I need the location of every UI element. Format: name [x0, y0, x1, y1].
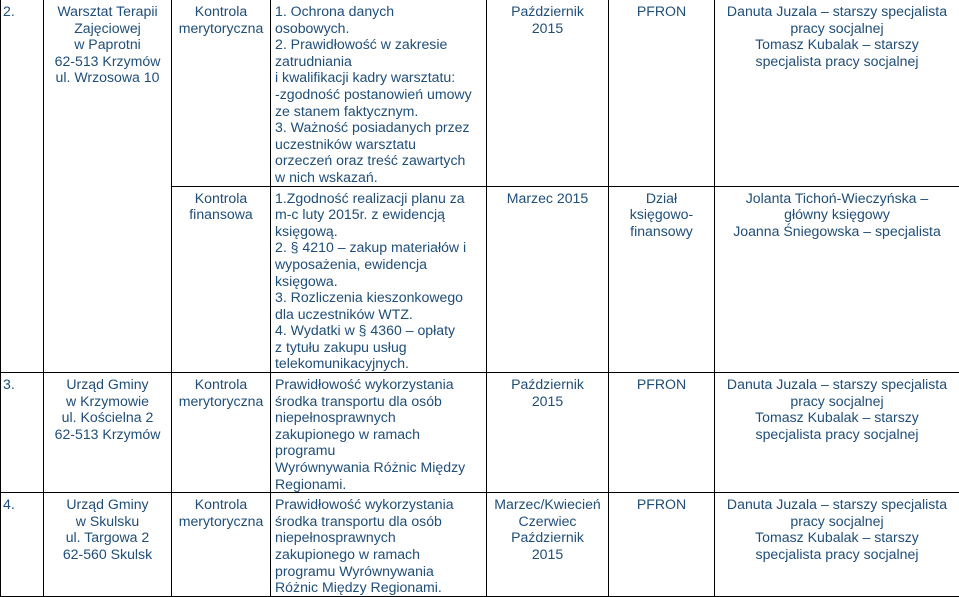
row-number: 3.: [1, 373, 44, 493]
control-scope-cell: 1.Zgodność realizacji planu za m-c luty 2015r. z ewidencją księgową. 2. § 4210 – zakup materiałów i wyposażenia, ewidencja księgowa. 3. Rozliczenia kieszonkowego dla uczestników WTZ. 4. Wydatki w § 4360 – opłaty z tytułu zakupu usług telekomunikacyjnych.: [271, 186, 487, 373]
control-type-cell: Kontrola merytoryczna: [172, 493, 271, 597]
control-scope-cell: 1. Ochrona danych osobowych. 2. Prawidłowość w zakresie zatrudniania i kwalifikacji kadry warsztatu: -zgodność postanowień umowy ze stanem faktycznym. 3. Ważność posiadanych przez uczestników warsztatu orzeczeń oraz treść zawartych w nich wskazań.: [271, 0, 487, 186]
control-type-cell: Kontrola finansowa: [172, 186, 271, 373]
table-row-3: [1, 373, 959, 493]
table-row-2: [1, 0, 959, 186]
unit-cell: Warsztat Terapii Zajęciowej w Paprotni 62-513 Krzymów ul. Wrzosowa 10: [44, 0, 172, 373]
persons-cell: Jolanta Tichoń-Wieczyńska – główny księgowy Joanna Śniegowska – specjalista: [715, 186, 959, 373]
row-number: 4.: [1, 493, 44, 597]
controlling-body-cell: PFRON: [609, 373, 715, 493]
term-cell: Marzec 2015: [487, 186, 609, 373]
control-scope-cell: Prawidłowość wykorzystania środka transportu dla osób niepełnosprawnych zakupionego w ramach programu Wyrównywania Różnic Między Regionami.: [271, 373, 487, 493]
term-cell: Październik 2015: [487, 373, 609, 493]
control-type-cell: Kontrola merytoryczna: [172, 0, 271, 186]
persons-cell: Danuta Juzala – starszy specjalista pracy socjalnej Tomasz Kubalak – starszy specjalista pracy socjalnej: [715, 0, 959, 186]
table-row-4: [1, 493, 959, 597]
control-scope-cell: Prawidłowość wykorzystania środka transportu dla osób niepełnosprawnych zakupionego w ramach programu Wyrównywania Różnic Między Regionami.: [271, 493, 487, 597]
controlling-body-cell: PFRON: [609, 493, 715, 597]
persons-cell: Danuta Juzala – starszy specjalista pracy socjalnej Tomasz Kubalak – starszy specjalista pracy socjalnej: [715, 373, 959, 493]
term-cell: Marzec/Kwiecień Czerwiec Październik 2015: [487, 493, 609, 597]
row-number: 2.: [1, 0, 44, 373]
controlling-body-cell: Dział księgowo- finansowy: [609, 186, 715, 373]
term-cell: Październik 2015: [487, 0, 609, 186]
controlling-body-cell: PFRON: [609, 0, 715, 186]
unit-cell: Urząd Gminy w Krzymowie ul. Kościelna 2 62-513 Krzymów: [44, 373, 172, 493]
persons-cell: Danuta Juzala – starszy specjalista pracy socjalnej Tomasz Kubalak – starszy specjalista pracy socjalnej: [715, 493, 959, 597]
control-type-cell: Kontrola merytoryczna: [172, 373, 271, 493]
unit-cell: Urząd Gminy w Skulsku ul. Targowa 2 62-560 Skulsk: [44, 493, 172, 597]
